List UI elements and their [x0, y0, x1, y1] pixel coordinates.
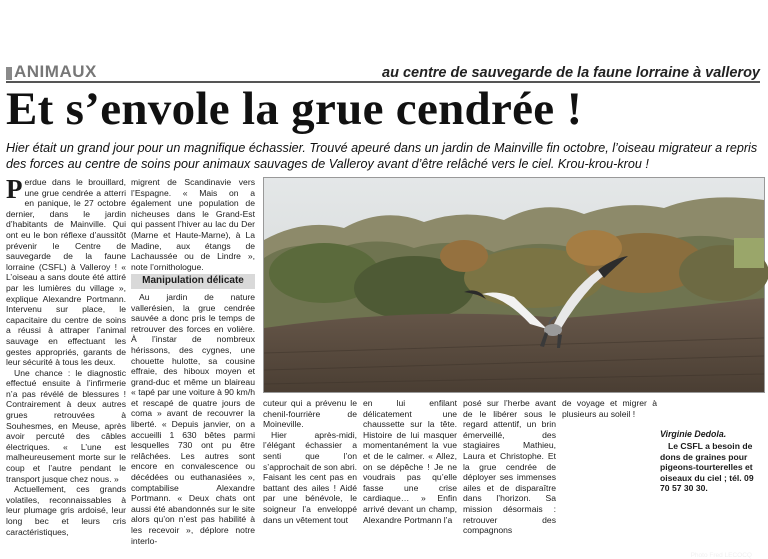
text-column-6 — [562, 398, 657, 419]
paragraph: en lui enfilant délicatement une chaussette sur la tête. Histoire de lui masquer momentanément la vue et de le calmer. « Allez, on se dépêche ! Je ne voudrais pas qu’elle fasse une crise cardiaque… » Enfin arrivé devant un champ, Alexandre Portmann l’a — [363, 398, 457, 525]
photo-credit: Photo Fred LECOCQ — [690, 552, 752, 559]
kicker: au centre de sauvegarde de la faune lorraine à valleroy — [382, 65, 760, 81]
text-column-5 — [463, 398, 556, 536]
text-column-4 — [363, 398, 457, 525]
standfirst: Hier était un grand jour pour un magnifique échassier. Trouvé apeuré dans un jardin de Mainville fin octobre, l’oiseau migrateur a repris des forces au centre de soins pour animaux sauvages de Valleroy avant d’être relâché vers le ciel. Krou-krou-krou ! — [6, 141, 758, 171]
paragraph: Au jardin de nature vallerésien, la grue cendrée sauvée a donc pris le temps de retrouver des forces en volière. À l’instar de nombreux hérissons, des cygnes, une chouette hulotte, sa cousine effraie, des hiboux moyen et grand-duc et même un blaireau « tapé par une voiture à 90 km/h et rescapé de quatre jours de coma » avant de recouvrer la liberté. « Depuis janvier, on a accueilli 1 630 bêtes parmi lesquelles 730 ont pu être relâchées. Les autres sont encore en convalescence ou décédées ou euthanasiées », comptabilise Alexandre Portmann. « Deux chats ont aussi été abandonnés sur le site alors qu’on n’est pas habilité à les recevoir », déplore notre interlo- — [131, 291, 255, 546]
paragraph: Hier après-midi, l’élégant échassier a senti que l’on s’approchait de son abri. Faisant les cent pas en battant des ailes ! Aidé par une bénévole, le soigneur l’a enveloppé dans un vêtement tout — [263, 429, 357, 525]
author-signature: Virginie Dedola. — [660, 429, 727, 439]
paragraph: Actuellement, ces grands volatiles, reconnaissables à leur plumage gris ardoisé, leur long bec et leurs cris caractéristiques, — [6, 484, 126, 537]
paragraph: posé sur l’herbe avant de le libérer sous le regard attentif, un brin émerveillé, des stagiaires Mathieu, Laura et Christophe. Et la grue cendrée de déployer ses immenses ailes et de disparaître dans l’horizon. Sa mission désormais : retrouver des compagnons — [463, 398, 556, 536]
subheading: Manipulation délicate — [131, 274, 255, 289]
paragraph: erdue dans le brouillard, une grue cendrée a atterri en panique, le 27 octobre dernier, dans le jardin d’habitants de Mainville. Qui ont eu le bon réflexe d’aussitôt prévenir le Centre de sauvegarde de la faune lorraine (CSFL) à Valleroy ! « L’oiseau a sans doute été attiré par les lumières du village », explique Alexandre Portmann. Intervenu sur place, le capacitaire du centre de soins a réussi à attraper l’animal sauvage en effectuant les gestes appropriés, garants de leur sécurité à tous les deux. — [6, 177, 126, 368]
info-box: Le CSFL a besoin de dons de graines pour pigeons-tourterelles et oiseaux du ciel ; tél. 09 70 57 30 30. — [660, 441, 754, 494]
drop-cap: P — [6, 174, 23, 204]
paragraph: cuteur qui a prévenu le chenil-fourrière de Moineville. — [263, 398, 357, 430]
rubric-label: ANIMAUX — [14, 62, 97, 81]
rubric-marker — [6, 67, 12, 80]
headline: Et s’envole la grue cendrée ! — [6, 83, 583, 135]
text-column-3 — [263, 398, 357, 525]
paragraph: Une chance : le diagnostic effectué ensuite à l’infirmerie n’a pas révélé de blessures ! Contrairement à deux autres grues retrouvées à Souhesmes, en Meuse, après avoir percuté des câbles électriques. « L’une est malheureusement morte sur le coup et l’autre pendant le transport jusque chez nous. » — [6, 367, 126, 484]
paragraph: de voyage et migrer à plusieurs au soleil ! — [562, 398, 657, 419]
paragraph: migrent de Scandinavie vers l’Espagne. « Mais on a également une population de nicheuses dans le Grand-Est qui passent l’hiver au lac du Der (Marne et Haute-Marne), à La Madine, aux étangs de Lachaussée ou de Lindre », note l’ornithologue. — [131, 177, 255, 272]
text-column-1 — [6, 174, 126, 537]
text-column-2 — [131, 177, 255, 546]
crane-in-flight-image — [264, 178, 764, 392]
